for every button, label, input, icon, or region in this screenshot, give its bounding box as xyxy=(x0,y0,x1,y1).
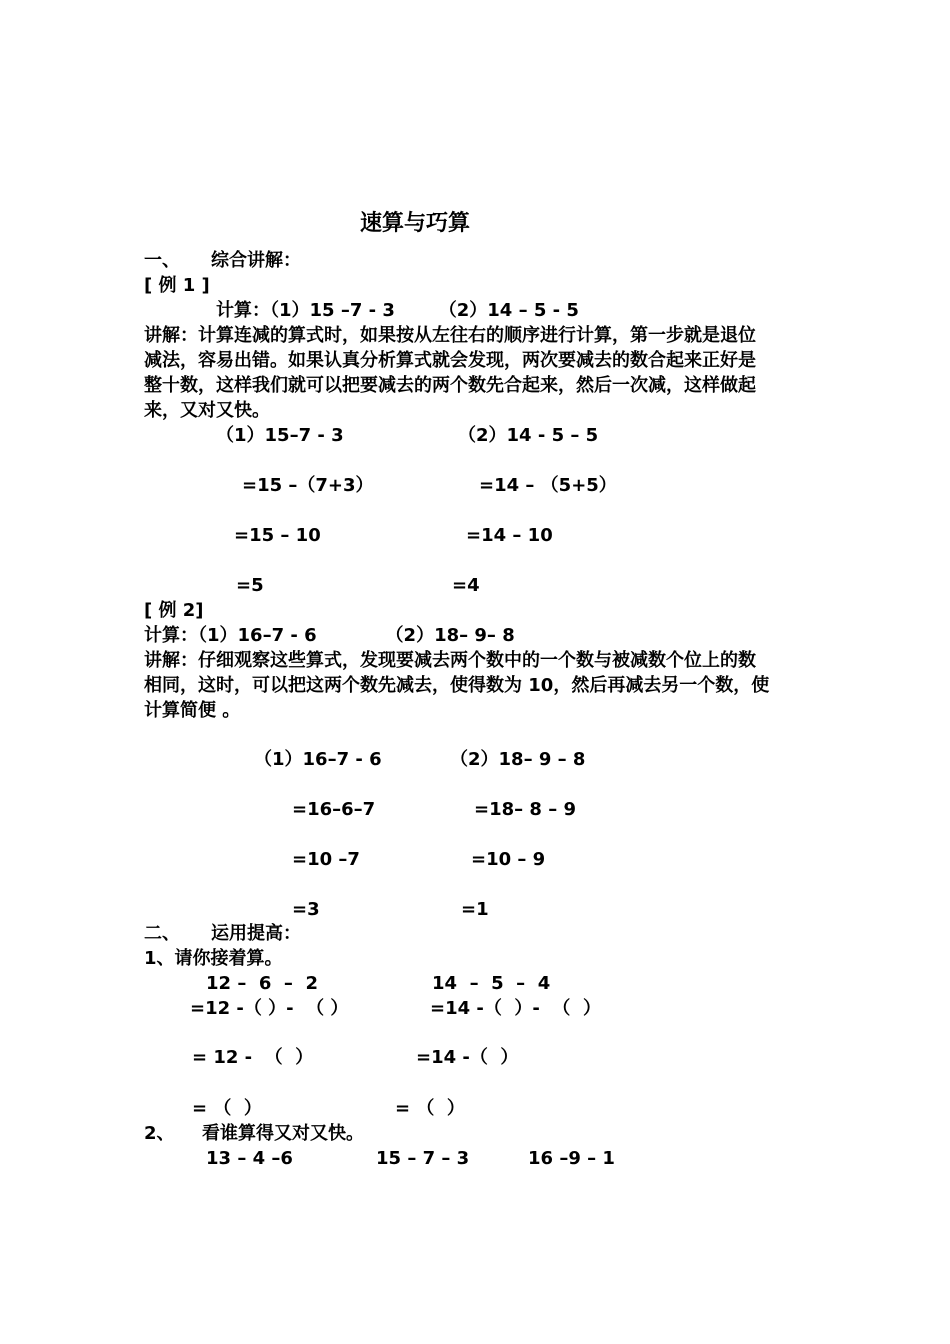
example2-right-step: =18– 8 – 9 xyxy=(474,799,576,820)
question2-item: 16 –9 – 1 xyxy=(528,1148,615,1169)
section1-number: 一、 xyxy=(144,250,180,271)
question2-item: 13 – 4 –6 xyxy=(206,1148,293,1169)
example2-explanation-line: 相同，这时，可以把这两个数先减去，使得数为 10，然后再减去另一个数，使 xyxy=(144,675,770,696)
example2-left-step: =10 –7 xyxy=(292,849,360,870)
question1-left-step: = （ ） xyxy=(192,1098,262,1119)
example1-explanation-line: 来，又对又快。 xyxy=(144,400,270,421)
example1-explanation-line: 减法，容易出错。如果认真分析算式就会发现，两次要减去的数合起来正好是 xyxy=(144,350,756,371)
example1-right-step: =14 – （5+5） xyxy=(479,475,617,496)
question1-left-step: 12 – 6 – 2 xyxy=(206,973,318,994)
example2-right-step: =10 – 9 xyxy=(471,849,546,870)
question1-right-step: =14 -（ ） xyxy=(416,1047,519,1068)
question1-right-step: 14 – 5 – 4 xyxy=(432,973,551,994)
example1-left-step: =5 xyxy=(236,575,264,596)
question2-label: 看谁算得又对又快。 xyxy=(202,1123,364,1144)
example2-right-step: =1 xyxy=(461,899,489,920)
example2-left-step: =3 xyxy=(292,899,320,920)
question2-item: 15 – 7 – 3 xyxy=(376,1148,470,1169)
example2-left-step: （1）16–7 - 6 xyxy=(254,749,382,770)
example2-problem: 计算：（1）16–7 - 6 （2）18– 9– 8 xyxy=(144,625,515,646)
example1-right-step: =14 – 10 xyxy=(466,525,553,546)
example2-explanation-line: 计算简便 。 xyxy=(144,700,241,721)
question1-left-step: =12 -（ ）- （ ） xyxy=(190,998,349,1019)
section2-number: 二、 xyxy=(144,923,180,944)
example1-problem: 计算：（1）15 –7 - 3 （2）14 – 5 - 5 xyxy=(216,300,579,321)
example1-explanation-line: 整十数，这样我们就可以把要减去的两个数先合起来，然后一次减，这样做起 xyxy=(144,375,756,396)
example1-explanation-line: 讲解：计算连减的算式时，如果按从左往右的顺序进行计算，第一步就是退位 xyxy=(144,325,756,346)
example1-right-step: （2）14 - 5 – 5 xyxy=(458,425,599,446)
question1-label: 1、请你接着算。 xyxy=(144,948,283,969)
example1-label: [ 例 1 ] xyxy=(144,275,210,296)
example2-label: [ 例 2] xyxy=(144,600,204,621)
example2-left-step: =16–6–7 xyxy=(292,799,376,820)
example2-explanation-line: 讲解：仔细观察这些算式，发现要减去两个数中的一个数与被减数个位上的数 xyxy=(144,650,756,671)
question2-number: 2、 xyxy=(144,1123,175,1144)
question1-right-step: = （ ） xyxy=(395,1098,465,1119)
question1-right-step: =14 -（ ）- （ ） xyxy=(430,998,601,1019)
example1-left-step: =15 – 10 xyxy=(234,525,321,546)
example1-left-step: （1）15–7 - 3 xyxy=(216,425,344,446)
example1-right-step: =4 xyxy=(452,575,480,596)
section2-heading: 运用提高： xyxy=(211,923,301,944)
section1-heading: 综合讲解： xyxy=(211,250,301,271)
example2-right-step: （2）18– 9 – 8 xyxy=(450,749,586,770)
example1-left-step: =15 –（7+3） xyxy=(242,475,374,496)
page-title: 速算与巧算 xyxy=(360,211,471,236)
question1-left-step: = 12 - （ ） xyxy=(192,1047,314,1068)
